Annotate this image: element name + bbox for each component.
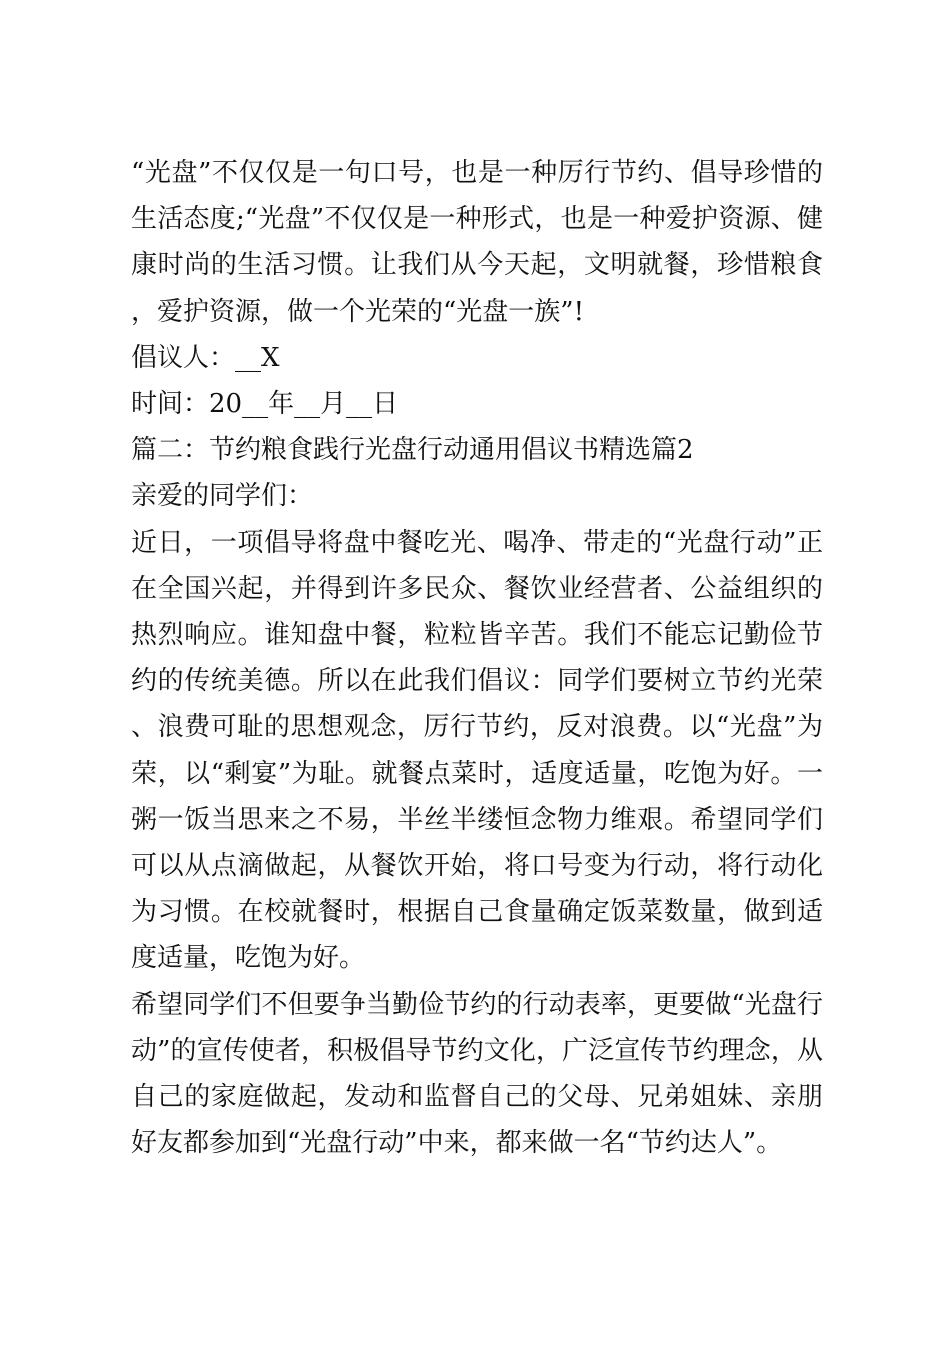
paragraph-guangpan-attitude: “光盘”不仅仅是一句口号，也是一种厉行节约、倡导珍惜的生活态度;“光盘”不仅仅是一种形式，也是一种爱护资源、健康时尚的生活习惯。让我们从今天起，文明就餐，珍惜粮食，爱护资源，做一个光荣的“光盘一族”! — [131, 158, 823, 327]
initiator-line: 倡议人：__X — [131, 342, 280, 373]
salutation: 亲爱的同学们： — [131, 481, 314, 512]
paragraph-hope-students: 希望同学们不但要争当勤俭节约的行动表率，更要做“光盘行动”的宣传使者，积极倡导节约文化，广泛宣传节约理念，从自己的家庭做起，发动和监督自己的父母、兄弟姐妹、亲朋好友都参加到“光盘行动”中来，都来做一名“节约达人”。 — [131, 989, 823, 1159]
paragraph-recent-initiative: 近日，一项倡导将盘中餐吃光、喝净、带走的“光盘行动”正在全国兴起，并得到许多民众、餐饮业经营者、公益组织的热烈响应。谁知盘中餐，粒粒皆辛苦。我们不能忘记勤俭节约的传统美德。所以在此我们倡议：同学们要树立节约光荣、浪费可耻的思想观念，厉行节约，反对浪费。以“光盘”为荣，以“剩宴”为耻。就餐点菜时，适度适量，吃饱为好。一粥一饭当思来之不易，半丝半缕恒念物力维艰。希望同学们可以从点滴做起，从餐饮开始，将口号变为行动，将行动化为习惯。在校就餐时，根据自己食量确定饭菜数量，做到适度适量，吃饱为好。 — [131, 527, 823, 974]
date-line: 时间：20__年__月__日 — [131, 389, 399, 420]
section-heading: 篇二：节约粮食践行光盘行动通用倡议书精选篇2 — [131, 435, 694, 466]
document-body — [131, 150, 823, 1166]
